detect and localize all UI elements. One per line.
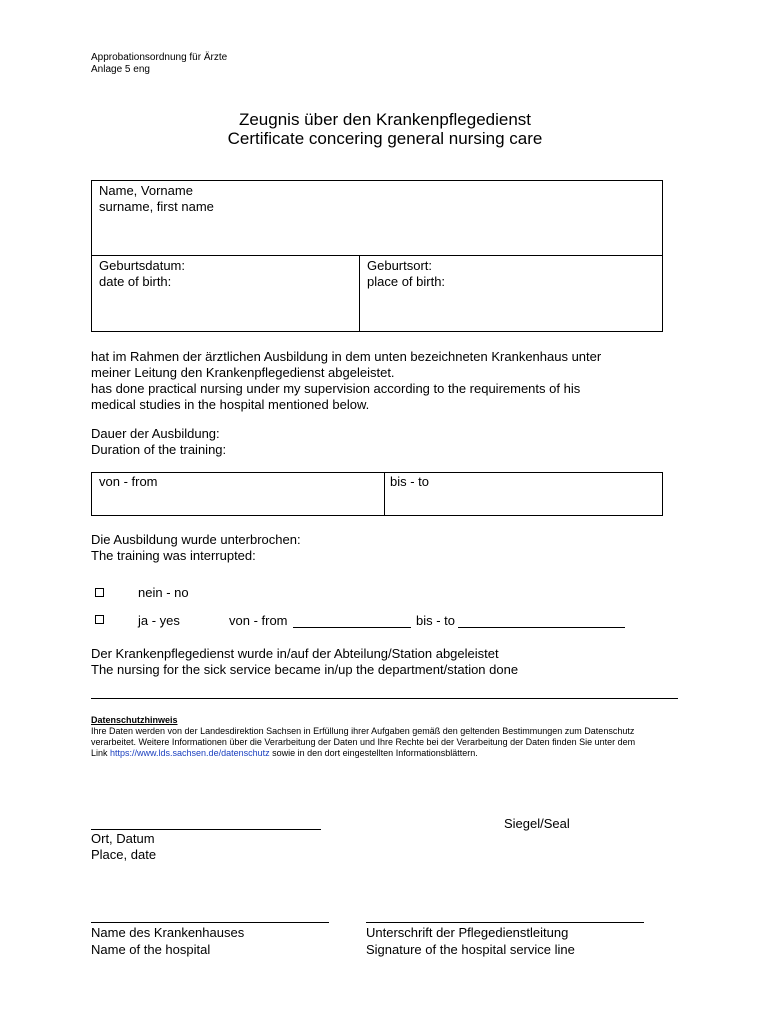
interruption-to-line[interactable]	[458, 627, 625, 628]
interruption-label	[91, 532, 671, 564]
privacy-line-2: verarbeitet. Weitere Informationen über die Verarbeitung der Daten und Ihre Rechte bei der Verarbeitung der Daten finden Sie unter dem	[91, 737, 636, 747]
interruption-from-label: von - from	[229, 613, 288, 628]
statement-en-line-2: medical studies in the hospital mentioned below.	[91, 397, 370, 412]
privacy-notice	[91, 715, 731, 759]
from-field[interactable]	[99, 493, 379, 511]
person-box-vertical-divider	[359, 255, 360, 331]
dob-field[interactable]	[99, 293, 354, 323]
department-line[interactable]	[91, 698, 678, 699]
privacy-line-3	[91, 748, 731, 759]
duration-label-de: Dauer der Ausbildung:	[91, 426, 220, 441]
person-box-divider	[92, 255, 662, 256]
privacy-line-1: Ihre Daten werden von der Landesdirektion Sachsen in Erfüllung ihrer Aufgaben gemäß den geltenden Bestimmungen zum Datenschutz	[91, 726, 635, 736]
no-label: nein - no	[138, 585, 189, 600]
pob-field[interactable]	[367, 293, 657, 323]
department-label	[91, 646, 671, 678]
interruption-from-line[interactable]	[293, 627, 411, 628]
duration-label	[91, 426, 671, 458]
department-label-en: The nursing for the sick service became in/up the department/station done	[91, 662, 519, 677]
to-field[interactable]	[390, 493, 655, 511]
regulation-line-2: Anlage 5 eng	[91, 64, 150, 75]
dob-label-de: Geburtsdatum:	[99, 258, 185, 273]
statement-paragraph	[91, 349, 671, 413]
statement-de-line-1: hat im Rahmen der ärztlichen Ausbildung in dem unten bezeichneten Krankenhaus unter	[91, 349, 602, 364]
name-label-de: Name, Vorname	[99, 183, 193, 198]
from-label: von - from	[99, 474, 158, 489]
interruption-label-en: The training was interrupted:	[91, 548, 256, 563]
yes-label: ja - yes	[138, 613, 180, 628]
statement-de-line-2: meiner Leitung den Krankenpflegedienst abgeleistet.	[91, 365, 395, 380]
hospital-name-label-en: Name of the hospital	[91, 942, 211, 957]
privacy-link-suffix: sowie in den dort eingestellten Informationsblättern.	[269, 748, 478, 758]
title-german: Zeugnis über den Krankenpflegedienst	[238, 110, 532, 129]
place-date-line[interactable]	[91, 829, 321, 830]
pob-label	[367, 258, 445, 290]
name-field[interactable]	[99, 221, 654, 249]
hospital-name-label	[91, 924, 244, 958]
privacy-link[interactable]: https://www.lds.sachsen.de/datenschutz	[110, 748, 270, 758]
hospital-name-label-de: Name des Krankenhauses	[91, 925, 245, 940]
dob-label	[99, 258, 185, 290]
regulation-line-1: Approbationsordnung für Ärzte	[91, 52, 228, 63]
signature-label-de: Unterschrift der Pflegedienstleitung	[366, 925, 569, 940]
signature-label	[366, 924, 575, 958]
duration-box	[91, 472, 663, 516]
to-label: bis - to	[390, 474, 430, 489]
person-info-box	[91, 180, 663, 332]
place-date-label-en: Place, date	[91, 847, 157, 862]
duration-label-en: Duration of the training:	[91, 442, 227, 457]
interruption-to-label: bis - to	[416, 613, 456, 628]
department-label-de: Der Krankenpflegedienst wurde in/auf der Abteilung/Station abgeleistet	[91, 646, 499, 661]
duration-box-divider	[384, 473, 385, 515]
signature-line[interactable]	[366, 922, 644, 923]
no-checkbox[interactable]	[95, 588, 104, 597]
name-label	[99, 183, 214, 215]
interruption-label-de: Die Ausbildung wurde unterbrochen:	[91, 532, 301, 547]
hospital-name-line[interactable]	[91, 922, 329, 923]
yes-checkbox[interactable]	[95, 615, 104, 624]
pob-label-de: Geburtsort:	[367, 258, 433, 273]
privacy-title: Datenschutzhinweis	[91, 715, 178, 725]
privacy-link-prefix: Link	[91, 748, 111, 758]
regulation-reference	[91, 52, 227, 76]
place-date-label	[91, 831, 156, 863]
dob-label-en: date of birth:	[99, 274, 172, 289]
statement-en-line-1: has done practical nursing under my supervision according to the requirements of his	[91, 381, 581, 396]
title-english: Certificate concering general nursing care	[227, 129, 543, 148]
pob-label-en: place of birth:	[367, 274, 446, 289]
seal-label: Siegel/Seal	[504, 816, 570, 831]
place-date-label-de: Ort, Datum	[91, 831, 155, 846]
name-label-en: surname, first name	[99, 199, 214, 214]
signature-label-en: Signature of the hospital service line	[366, 942, 575, 957]
